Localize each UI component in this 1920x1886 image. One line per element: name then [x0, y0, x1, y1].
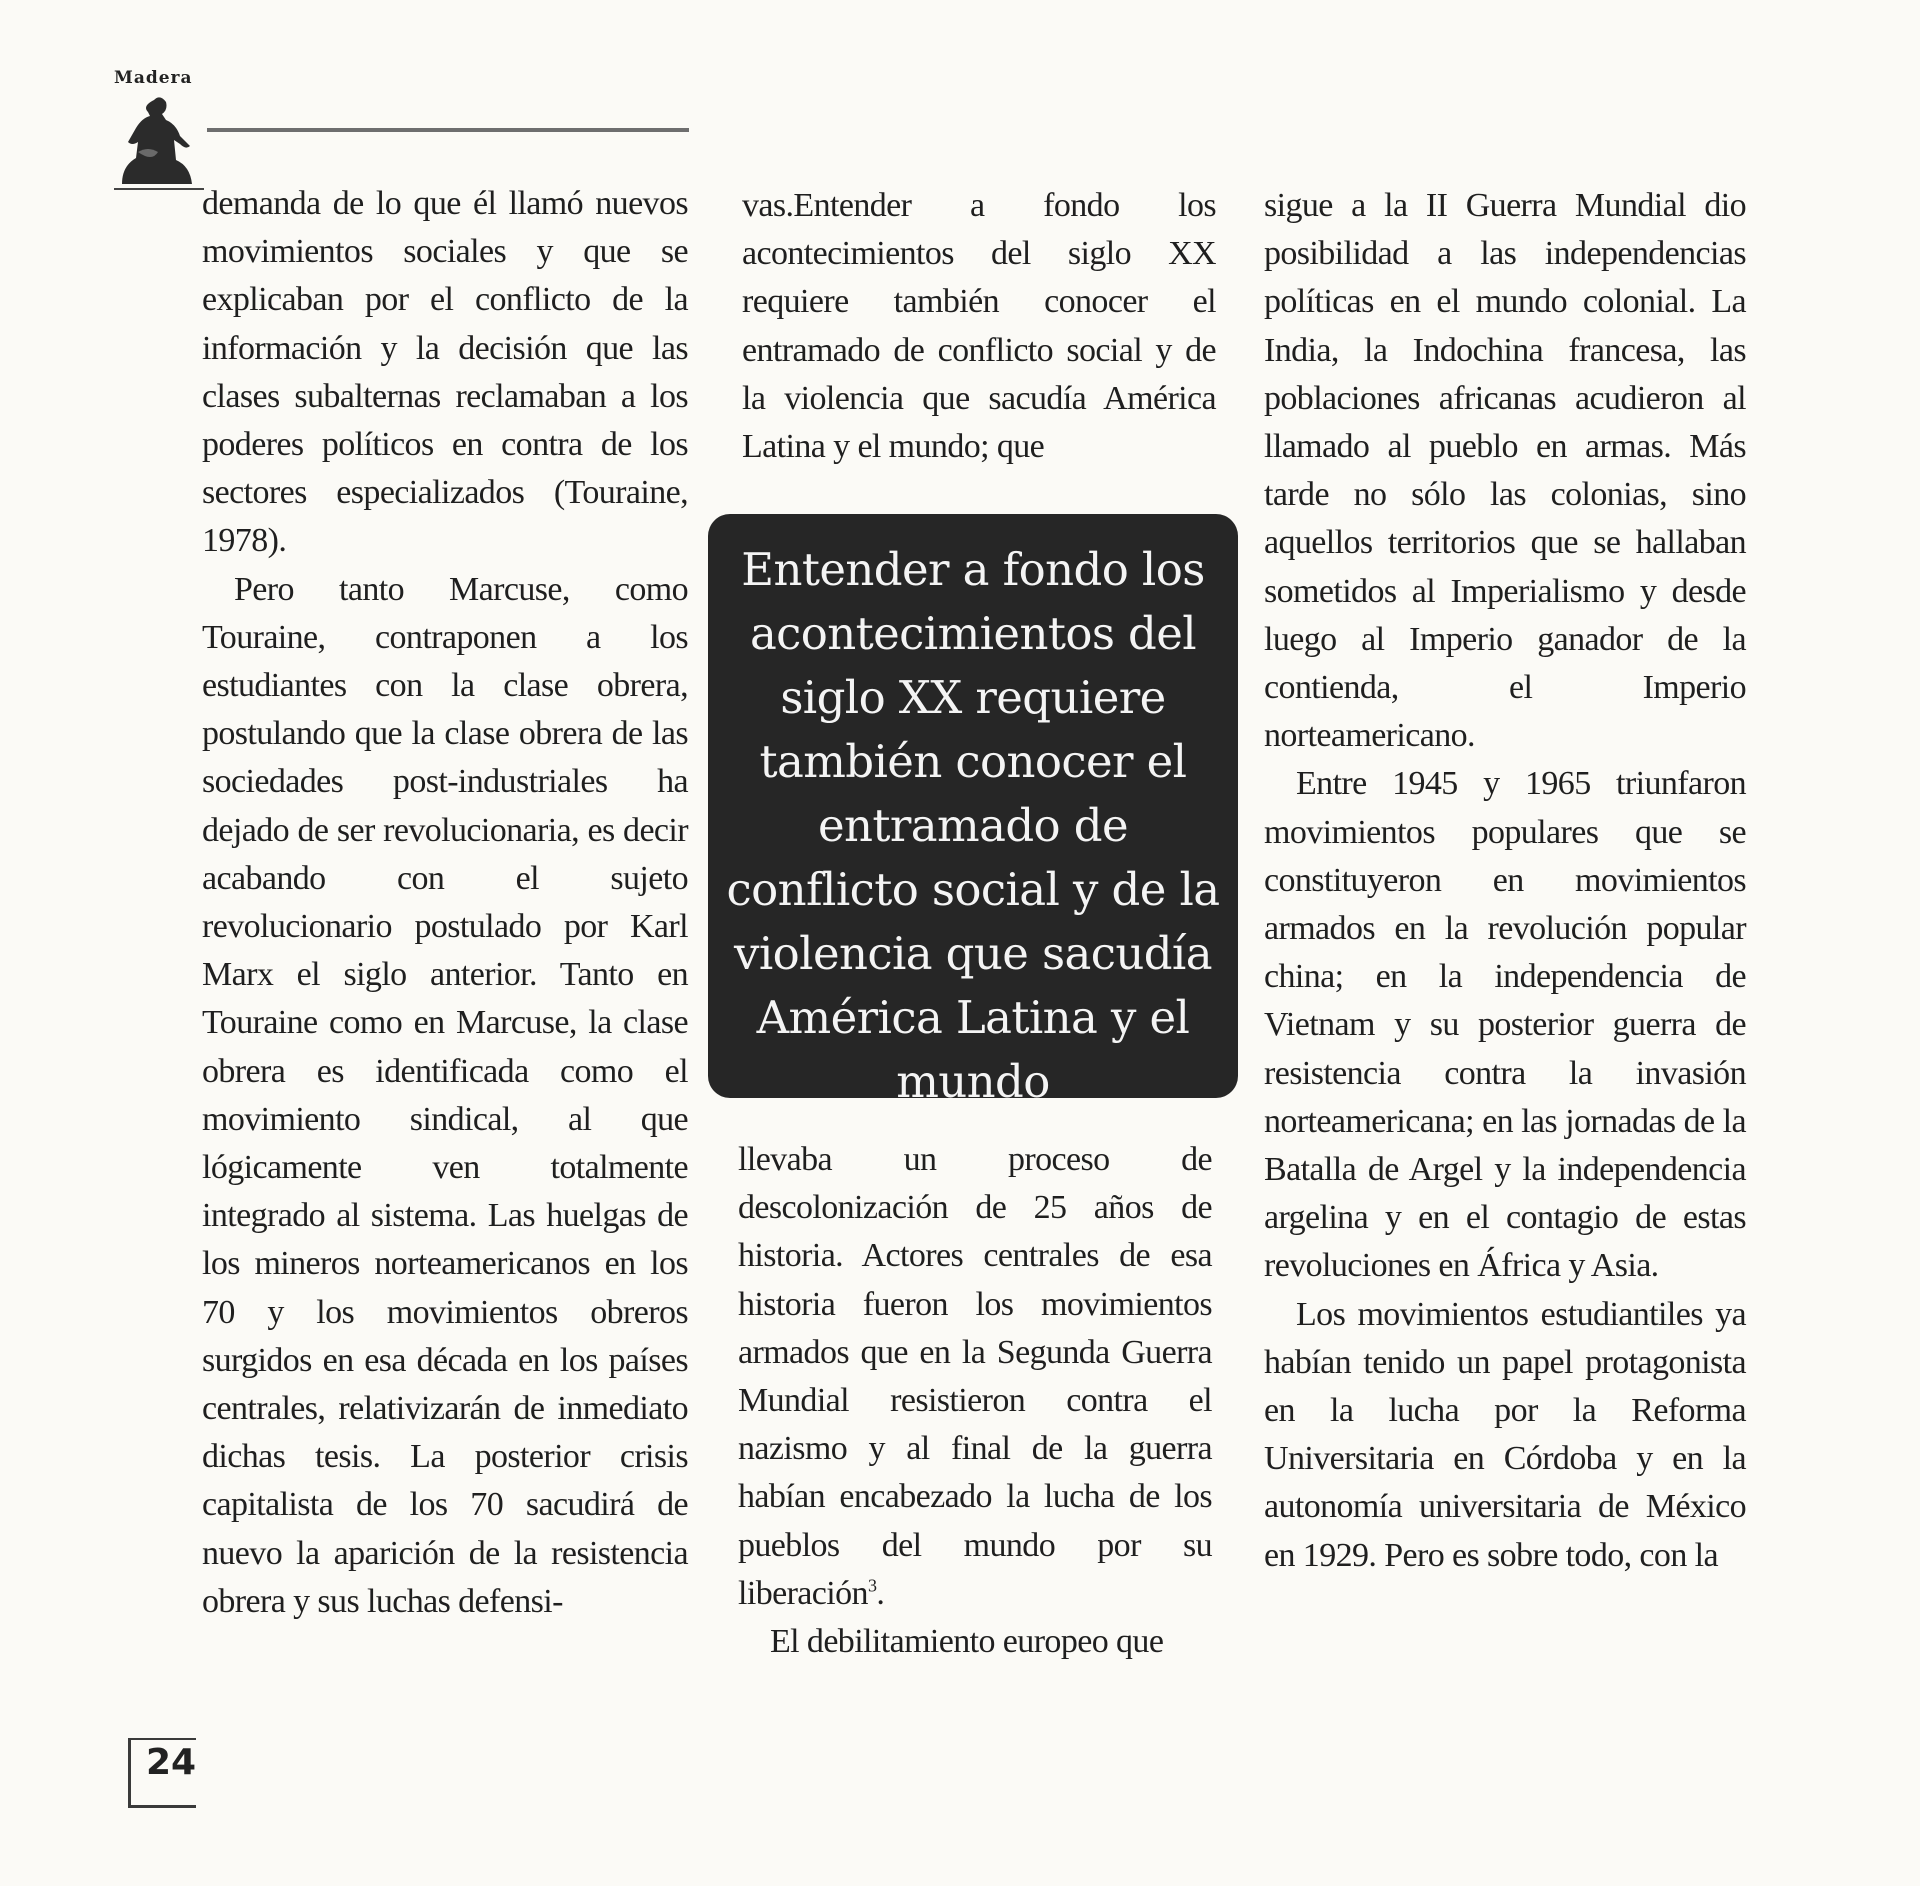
paragraph-end: . — [876, 1574, 885, 1612]
column-3 — [1264, 182, 1746, 1580]
paragraph: demanda de lo que él llamó nuevos movimientos sociales y que se explicaban por el conflicto de la información y la decisión que las clases subalternas reclamaban a los poderes políticos en contra de los sectores especializados (Touraine, 1978). — [202, 185, 688, 560]
pull-quote-text: Entender a fondo los acontecimientos del siglo XX requiere también conocer el entramado de conflicto social y de la violencia que sacudía América Latina y el mundo — [726, 543, 1220, 1108]
paragraph: Los movimientos estudiantiles ya habían tenido un papel protagonista en la lucha por la Reforma Universitaria en Córdoba y en la autonomía universitaria de México en 1929. Pero es sobre todo, con la — [1264, 1295, 1746, 1574]
column-2-top — [742, 182, 1216, 471]
pull-quote — [708, 514, 1238, 1108]
column-2-bottom — [738, 1136, 1212, 1666]
paragraph: vas.Entender a fondo los acontecimientos del siglo XX requiere también conocer el entramado de conflicto social y de la violencia que sacudía América Latina y el mundo; que — [742, 187, 1216, 466]
paragraph: El debilitamiento europeo que — [770, 1623, 1164, 1661]
paragraph — [738, 1136, 1212, 1618]
column-1 — [202, 180, 688, 1626]
paragraph: Entre 1945 y 1965 triunfaron movimientos populares que se constituyeron en movimientos armados en la revolución popular china; en la independencia de Vietnam y su posterior guerra de resistencia contra la invasión norteamericana; en las jornadas de la Batalla de Argel y la independencia argelina y en el contagio de estas revoluciones en África y Asia. — [1264, 765, 1746, 1285]
paragraph-text: llevaba un proceso de descolonización de 25 años de historia. Actores centrales de esa historia fueron los movimientos armados que en la Segunda Guerra Mundial resistieron contra el nazismo y al final de la guerra habían encabezado la lucha de los pueblos del mundo por su liberación — [738, 1141, 1212, 1612]
logo-figure-icon — [114, 92, 204, 192]
paragraph: sigue a la II Guerra Mundial dio posibilidad a las independencias políticas en el mundo colonial. La India, la Indochina francesa, las poblaciones africanas acudieron al llamado al pueblo en armas. Más tarde no sólo las colonias, sino aquellos territorios que se hallaban sometidos al Imperialismo y desde luego al Imperio ganador de la contienda, el Imperio norteamericano. — [1264, 187, 1746, 755]
header-rule — [207, 128, 689, 132]
masthead-logo — [110, 68, 210, 198]
footnote-marker: 3 — [867, 1575, 877, 1596]
logo-wordmark: Madera — [114, 68, 193, 88]
page-number: 24 — [146, 1742, 197, 1783]
paragraph: Pero tanto Marcuse, como Touraine, contraponen a los estudiantes con la clase obrera, postulando que la clase obrera de las sociedades post-industriales ha dejado de ser revolucionaria, es decir acabando con el sujeto revolucionario postulado por Karl Marx el siglo anterior. Tanto en Touraine como en Marcuse, la clase obrera es identificada como el movimiento sindical, al que lógicamente ven totalmente integrado al sistema. Las huelgas de los mineros norteamericanos en los 70 y los movimientos obreros surgidos en esa década en los países centrales, relativizarán de inmediato dichas tesis. La posterior crisis capitalista de los 70 sacudirá de nuevo la aparición de la resistencia obrera y sus luchas defensi- — [202, 570, 688, 1620]
